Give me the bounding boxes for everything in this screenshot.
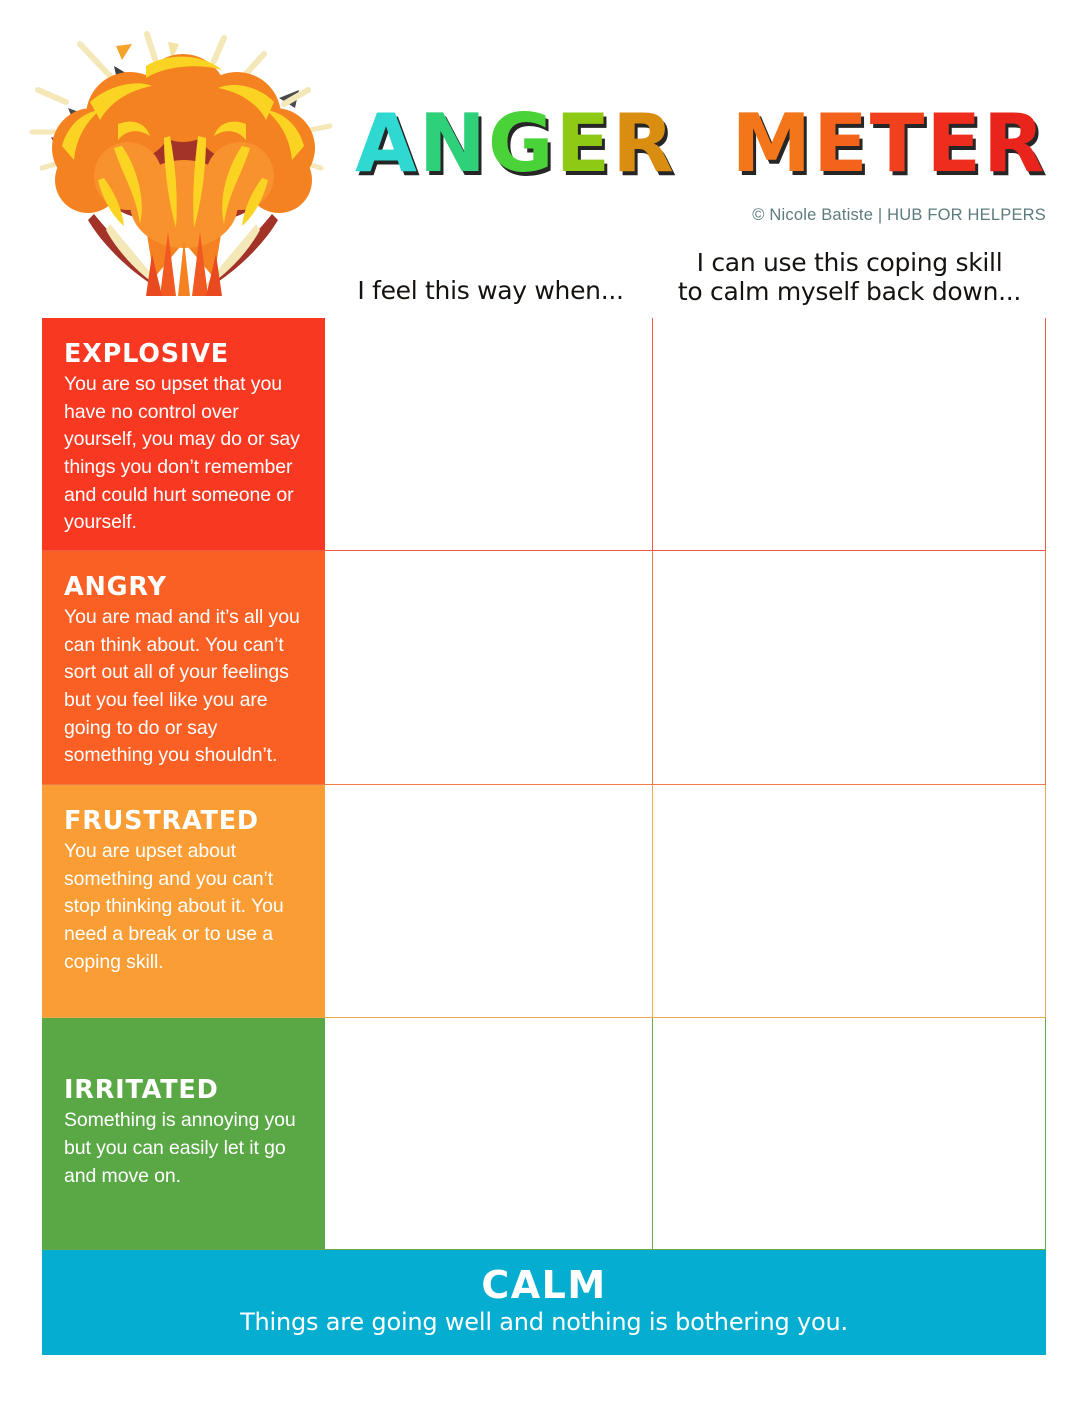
title-letter: R — [612, 97, 676, 190]
title-letter: N — [418, 97, 488, 190]
title-letter: R — [983, 97, 1047, 190]
title-letter: A — [355, 97, 419, 190]
anger-level-row — [42, 1018, 1046, 1250]
feel-answer-cell[interactable] — [325, 785, 653, 1017]
title-letter: T — [869, 97, 927, 190]
page-header — [0, 0, 1088, 318]
column-header-feel: I feel this way when... — [357, 276, 624, 305]
column-headers — [0, 248, 1088, 314]
coping-answer-cell[interactable] — [653, 785, 1046, 1017]
column-header-coping — [653, 248, 1046, 306]
feel-answer-cell[interactable] — [325, 1018, 653, 1249]
level-band-angry — [42, 551, 325, 784]
level-description: You are so upset that you have no control over yourself, you may do or say things you don’t remember and could hurt someone or yourself. — [64, 373, 300, 534]
feel-answer-cell[interactable] — [325, 318, 653, 550]
level-description: Something is annoying you but you can easily let it go and move on. — [64, 1109, 296, 1187]
level-band-explosive — [42, 318, 325, 550]
title-letter: E — [813, 97, 870, 190]
anger-meter-table — [42, 318, 1046, 1355]
coping-answer-cell[interactable] — [653, 318, 1046, 550]
column-header-coping-line1: I can use this coping skill — [696, 248, 1003, 277]
column-header-coping-line2: to calm myself back down... — [677, 277, 1022, 306]
coping-answer-cell[interactable] — [653, 1018, 1046, 1249]
feel-answer-cell[interactable] — [325, 551, 653, 784]
level-title: FRUSTRATED — [64, 806, 259, 836]
anger-level-row — [42, 318, 1046, 551]
calm-title: CALM — [481, 1263, 607, 1307]
title-word-gap — [676, 97, 732, 190]
level-title: IRRITATED — [64, 1075, 219, 1106]
level-band-frustrated — [42, 785, 325, 1017]
level-title: EXPLOSIVE — [64, 339, 229, 369]
level-band-irritated — [42, 1018, 325, 1249]
title-letter: M — [731, 97, 814, 190]
calm-subtitle: Things are going well and nothing is bothering you. — [240, 1307, 848, 1336]
copyright-line: © Nicole Batiste | HUB FOR HELPERS — [752, 206, 1046, 224]
level-description: You are upset about something and you can’t stop thinking about it. You need a break or to use a coping skill. — [64, 840, 284, 973]
anger-level-row — [42, 785, 1046, 1018]
title-letter: G — [487, 97, 556, 190]
level-title: ANGRY — [64, 572, 167, 602]
calm-banner — [42, 1250, 1046, 1355]
level-description: You are mad and it’s all you can think about. You can’t sort out all of your feelings but you feel like you are going to do or say something you shouldn’t. — [64, 606, 300, 767]
title-letter: E — [555, 97, 613, 190]
page-title — [355, 97, 1047, 190]
title-letter: E — [926, 97, 984, 190]
coping-answer-cell[interactable] — [653, 551, 1046, 784]
explosion-billows — [52, 54, 315, 278]
anger-level-row — [42, 551, 1046, 785]
